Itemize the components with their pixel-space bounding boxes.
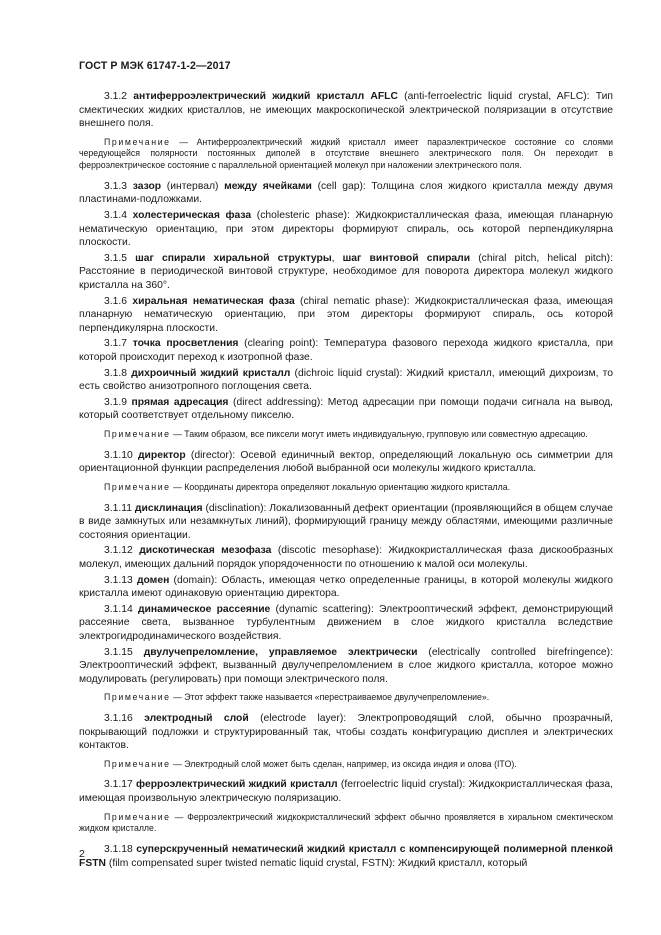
term-name-part: шаг винтовой спирали — [342, 252, 471, 264]
note — [79, 429, 613, 441]
term-number: 3.1.9 — [104, 396, 128, 408]
term-entry-3-1-17 — [79, 778, 613, 805]
term-entry-3-1-11 — [79, 502, 613, 543]
term-entry-3-1-3 — [79, 180, 613, 207]
term-name: дисклинация — [134, 502, 203, 514]
term-entry-3-1-10 — [79, 449, 613, 476]
term-name: прямая адресация — [131, 396, 229, 408]
term-entry-3-1-12 — [79, 544, 613, 571]
note-text: — Ферроэлектрический жидкокристаллический эффект обычно проявляется в хиральном смектическом жидком кристалле. — [79, 811, 613, 834]
term-name: директор — [137, 449, 186, 461]
term-entry-3-1-14 — [79, 603, 613, 644]
note-text: — Этот эффект также называется «перестраиваемое двулучепреломление». — [170, 692, 490, 703]
term-name: шаг спирали хиральной структуры — [135, 252, 332, 264]
term-number: 3.1.15 — [104, 646, 133, 658]
term-entry-3-1-8 — [79, 367, 613, 394]
term-connector: (интервал) — [161, 180, 225, 192]
term-entry-3-1-4 — [79, 209, 613, 250]
term-name: точка просветления — [132, 338, 239, 350]
term-number: 3.1.3 — [104, 180, 128, 192]
term-name: холестерическая фаза — [132, 210, 252, 222]
term-name: домен — [136, 574, 170, 586]
note-label: Примечание — [104, 481, 171, 492]
note-label: Примечание — [104, 758, 171, 769]
term-name: динамическое рассеяние — [137, 603, 271, 615]
term-definition: (ferroelectric liquid crystal): Жидкокристаллическая фаза, имеющая произвольную электрическую поляризацию. — [79, 779, 613, 805]
term-definition: (chiral nematic phase): Жидкокристаллическая фаза, имеющая планарную нематическую ориентацию, при этом директоры формируют спираль, ось которой перпендикулярна плоскости. — [79, 295, 613, 334]
term-entry-3-1-6 — [79, 295, 613, 336]
note-text: — Координаты директора определяют локальную ориентацию жидкого кристалла. — [170, 481, 511, 492]
term-definition: (discotic mesophase): Жидкокристаллическая фаза дискообразных молекул, имеющих дальний порядок упорядоченности по отношению к малой оси молекулы. — [79, 545, 613, 570]
term-number: 3.1.5 — [104, 252, 128, 264]
page-number: 2 — [79, 848, 85, 860]
term-entry-3-1-9 — [79, 396, 613, 423]
term-definition: (electrode layer): Электропроводящий слой, обычно прозрачный, покрывающий подложки и структурированный так, чтобы создать конфигурацию дисплея и электрических контактов. — [79, 713, 613, 752]
term-number: 3.1.8 — [104, 367, 128, 379]
term-name: ферроэлектрический жидкий кристалл — [136, 779, 338, 791]
term-name: дихроичный жидкий кристалл — [131, 367, 291, 379]
term-number: 3.1.6 — [104, 295, 128, 307]
term-name: суперскрученный нематический жидкий кристалл с компенсирующей полимерной пленкой FSTN — [79, 844, 613, 869]
term-number: 3.1.4 — [104, 210, 128, 222]
term-name: двулучепреломление, управляемое электрически — [143, 646, 418, 658]
term-number: 3.1.16 — [104, 713, 133, 724]
term-name: антиферроэлектрический жидкий кристалл AFLC — [133, 91, 398, 102]
term-entry-3-1-7 — [79, 337, 613, 364]
term-entry-3-1-15 — [79, 646, 613, 687]
term-name: зазор — [132, 180, 162, 192]
note-label: Примечание — [104, 428, 171, 439]
term-definition: (cell gap): Толщина слоя жидкого кристалла между двумя пластинами-подложками. — [79, 180, 614, 206]
note-label: Примечание — [104, 136, 171, 147]
term-number: 3.1.13 — [104, 574, 133, 586]
document-body — [79, 90, 613, 872]
note-text: — Таким образом, все пиксели могут иметь индивидуальную, групповую или совместную адресацию. — [170, 428, 588, 439]
term-definition: (dynamic scattering): Электрооптический эффект, демонстрирующий рассеяние света, вызванное турбулентным движением в слое жидкого кристалла вследствие электрогидродинамического воздействия. — [79, 603, 614, 642]
term-definition: (direct addressing): Метод адресации при помощи подачи сигнала на вывод, который соответствует отдельному пикселю. — [79, 396, 614, 422]
term-name: хиральная нематическая фаза — [132, 295, 295, 307]
note — [79, 812, 613, 835]
term-definition: (film compensated super twisted nematic liquid crystal, FSTN): Жидкий кристалл, который — [106, 857, 528, 869]
term-entry-3-1-16 — [79, 712, 613, 753]
term-definition: (chiral pitch, helical pitch): Расстояние в периодической винтовой структуре, необходимое для поворота директора молекул жидкого кристалла на 360°. — [79, 252, 614, 292]
term-number: 3.1.11 — [104, 502, 132, 514]
term-definition: (anti-ferroelectric liquid crystal, AFLC): Тип смектических жидких кристаллов, не имеющих макроскопической электрической поляризации в отсутствие внешнего поля. — [79, 91, 613, 130]
note-label: Примечание — [104, 692, 171, 703]
term-definition: (clearing point): Температура фазового перехода жидкого кристалла, при которой происходит переход к изотропной фазе. — [79, 338, 613, 364]
term-number: 3.1.17 — [104, 779, 133, 791]
term-definition: (director): Осевой единичный вектор, определяющий локальную ось симметрии для ориентационной функции распределения любой выбранной оси молекулы жидкого кристалла. — [79, 449, 614, 475]
term-number: 3.1.7 — [104, 338, 128, 350]
term-number: 3.1.18 — [104, 844, 133, 856]
note-text: — Электродный слой может быть сделан, например, из оксида индия и олова (ITO). — [170, 758, 517, 769]
term-number: 3.1.2 — [104, 91, 128, 102]
term-entry-3-1-5 — [79, 252, 613, 293]
note-label: Примечание — [104, 811, 171, 822]
term-name-part: между ячейками — [224, 180, 312, 192]
term-definition: (cholesteric phase): Жидкокристаллическая фаза, имеющая планарную нематическую ориентацию, при этом директоры формируют спираль, ось которой перпендикулярна плоскости. — [79, 210, 613, 249]
term-number: 3.1.12 — [104, 545, 133, 557]
term-name: электродный слой — [144, 713, 249, 724]
note — [79, 482, 613, 494]
term-entry-3-1-2 — [79, 90, 613, 131]
term-entry-3-1-13 — [79, 574, 613, 601]
term-name: дискотическая мезофаза — [139, 545, 272, 557]
term-entry-3-1-18 — [79, 843, 613, 870]
note — [79, 692, 613, 704]
term-definition: (electrically controlled birefringence): Электрооптический эффект, вызванный двулучепреломлением в слое жидкого кристалла, которое можно модулировать (регулировать) при помощи электрического поля. — [79, 646, 613, 685]
document-header: ГОСТ Р МЭК 61747-1-2—2017 — [79, 60, 231, 72]
term-connector: , — [331, 252, 343, 264]
term-definition: (dichroic liquid crystal): Жидкий кристалл, имеющий дихроизм, то есть свойство анизотропного поглощения света. — [79, 367, 614, 393]
note — [79, 137, 613, 172]
term-definition: (domain): Область, имеющая четко определенные границы, в которой молекулы жидкого кристалла имеют одинаковую ориентацию директора. — [79, 574, 614, 600]
term-definition: (disclination): Локализованный дефект ориентации (проявляющийся в общем случае в виде замкнутых или незамкнутых линий), формирующий границу между областями, имеющими различные состояния ориентации. — [79, 502, 613, 541]
term-number: 3.1.10 — [104, 449, 133, 461]
note-text: — Антиферроэлектрический жидкий кристалл имеет параэлектрическое состояние со слоями чередующейся полярности постоянных диполей в отсутствие внешнего электрического поля. Он переходит в ферроэлектрическое состояние с параллельной ориентацией молекул при наложении электрического поля. — [79, 136, 613, 171]
term-number: 3.1.14 — [104, 603, 133, 615]
note — [79, 759, 613, 771]
